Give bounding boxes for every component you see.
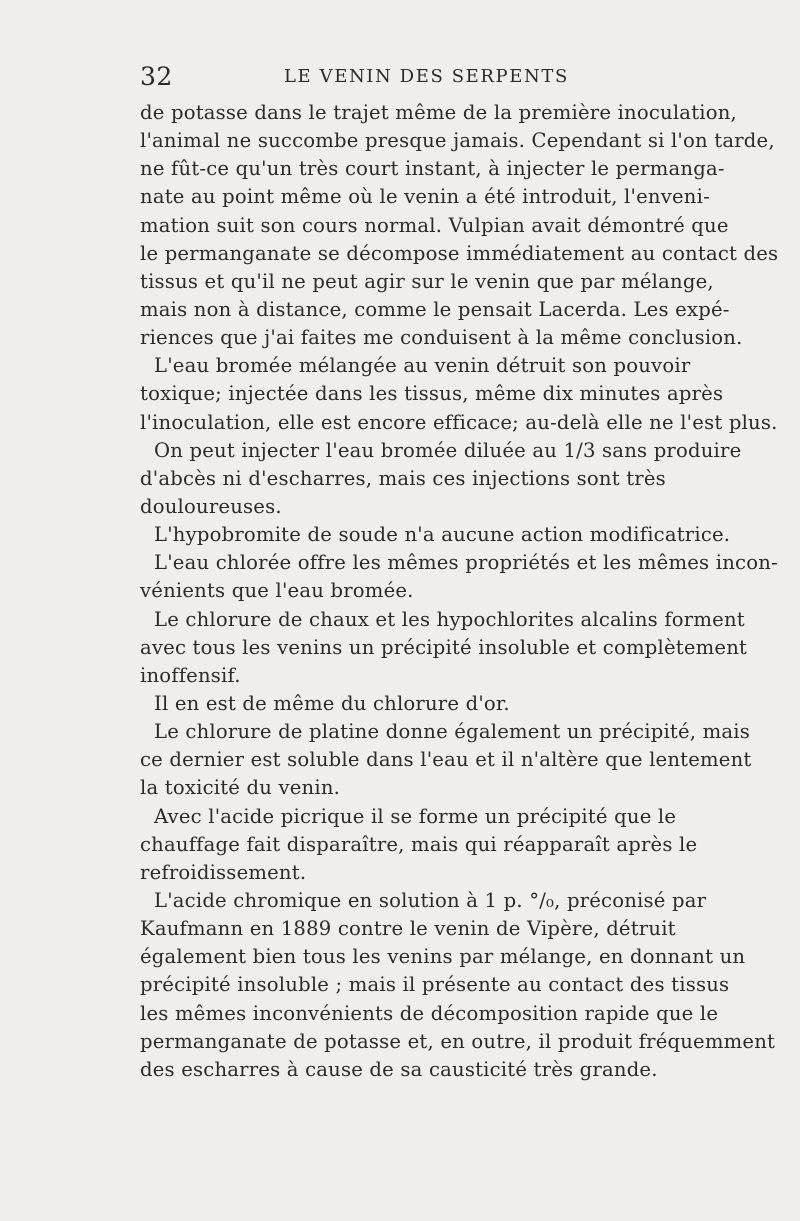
running-head <box>140 62 790 92</box>
text-line: Avec l'acide picrique il se forme un précipité que le <box>154 804 677 828</box>
text-line: nate au point même où le venin a été introduit, l'enveni- <box>140 185 710 209</box>
text-line: On peut injecter l'eau bromée diluée au 1/3 sans produire <box>154 438 742 462</box>
text-line: vénients que l'eau bromée. <box>140 579 414 603</box>
page-number: 32 <box>140 62 173 91</box>
running-title: LE VENIN DES SERPENTS <box>284 66 569 87</box>
text-line: les mêmes inconvénients de décomposition rapide que le <box>140 1001 719 1025</box>
text-line: toxique; injectée dans les tissus, même dix minutes après <box>140 382 724 406</box>
text-line: refroidissement. <box>140 860 307 884</box>
text-line: Le chlorure de platine donne également un précipité, mais <box>154 720 751 744</box>
text-line: permanganate de potasse et, en outre, il produit fréquemment <box>140 1029 776 1053</box>
text-line: précipité insoluble ; mais il présente au contact des tissus <box>140 973 730 997</box>
text-line: Kaufmann en 1889 contre le venin de Vipère, détruit <box>140 917 676 941</box>
text-line: douloureuses. <box>140 494 282 518</box>
text-line: d'abcès ni d'escharres, mais ces injections sont très <box>140 466 666 490</box>
text-line: riences que j'ai faites me conduisent à la même conclusion. <box>140 326 743 350</box>
text-line: chauffage fait disparaître, mais qui réapparaît après le <box>140 832 698 856</box>
text-line: inoffensif. <box>140 663 241 687</box>
body-text <box>140 99 790 1084</box>
text-line: l'inoculation, elle est encore efficace; au-delà elle ne l'est plus. <box>140 410 778 434</box>
text-line: avec tous les venins un précipité insoluble et complètement <box>140 635 748 659</box>
text-line: tissus et qu'il ne peut agir sur le venin que par mélange, <box>140 269 714 293</box>
text-line: la toxicité du venin. <box>140 776 341 800</box>
text-line: ne fût-ce qu'un très court instant, à injecter le permanga- <box>140 157 725 181</box>
text-line: des escharres à cause de sa causticité très grande. <box>140 1057 658 1081</box>
text-line: de potasse dans le trajet même de la première inoculation, <box>140 101 737 124</box>
text-line: l'animal ne succombe presque jamais. Cependant si l'on tarde, <box>140 129 775 153</box>
text-line: également bien tous les venins par mélange, en donnant un <box>140 945 746 969</box>
text-line: Le chlorure de chaux et les hypochlorites alcalins forment <box>154 607 745 631</box>
text-line: L'acide chromique en solution à 1 p. °/₀, préconisé par <box>154 888 707 912</box>
text-line: L'eau chlorée offre les mêmes propriétés et les mêmes incon- <box>154 551 778 575</box>
text-line: le permanganate se décompose immédiatement au contact des <box>140 241 779 265</box>
text-line: mais non à distance, comme le pensait Lacerda. Les expé- <box>140 297 730 321</box>
text-line: mation suit son cours normal. Vulpian avait démontré que <box>140 213 729 237</box>
text-line: Il en est de même du chlorure d'or. <box>154 691 510 715</box>
text-line: ce dernier est soluble dans l'eau et il n'altère que lentement <box>140 748 752 772</box>
text-line: L'hypobromite de soude n'a aucune action modificatrice. <box>154 523 731 547</box>
text-line: L'eau bromée mélangée au venin détruit son pouvoir <box>154 354 691 378</box>
